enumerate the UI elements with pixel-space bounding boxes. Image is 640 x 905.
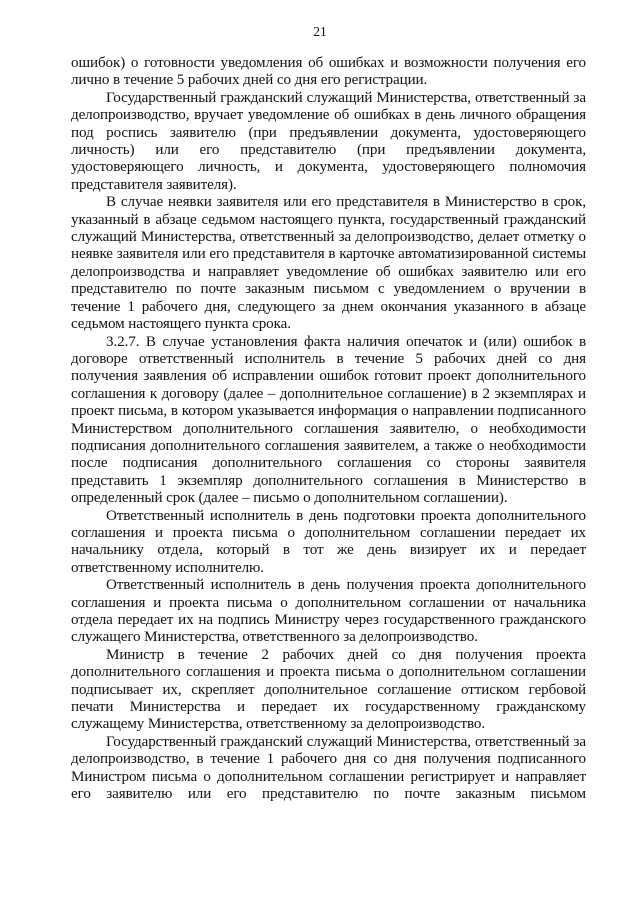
paragraph-no-show: В случае неявки заявителя или его представителя в Министерство в срок, указанный в абзаце седьмом настоящего пункта, государственный гражданский служащий Министерства, ответственный за делопроизводство, делает отметку о неявке заявителя или его представителя в карточке автоматизированной системы делопроизводства и направляет уведомление об ошибках заявителю или его представителю по почте заказным письмом с уведомлением о вручении в течение 1 рабочего дня, следующего за днем окончания указанного в абзаце седьмом настоящего пункта срока. [71, 194, 586, 333]
paragraph-handover-notice: Государственный гражданский служащий Министерства, ответственный за делопроизводство, вручает уведомление об ошибках в день личного обращения под роспись заявителю (при предъявлении документа, удостоверяющего личность) или его представителю (при предъявлении документа, удостоверяющего личность, и документа, удостоверяющего полномочия представителя заявителя). [71, 89, 586, 193]
paragraph-continuation: ошибок) о готовности уведомления об ошибках и возможности получения его лично в течение 5 рабочих дней со дня его регистрации. [71, 55, 586, 89]
paragraph-registration: Государственный гражданский служащий Министерства, ответственный за делопроизводство, в течение 1 рабочего дня со дня получения подписанного Министром письма о дополнительном соглашении регистрирует и направляет его заявителю или его представителю по почте заказным письмом [71, 733, 586, 803]
document-body [71, 55, 586, 803]
paragraph-3-2-7: 3.2.7. В случае установления факта наличия опечаток и (или) ошибок в договоре ответственный исполнитель в течение 5 рабочих дней со дня получения заявления об исправлении ошибок готовит проект дополнительного соглашения к договору (далее – дополнительное соглашение) в 2 экземплярах и проект письма, в котором указывается информация о направлении подписанного Министерством дополнительного соглашения заявителю, о необходимости подписания дополнительного соглашения заявителем, а также о необходимости после подписания дополнительного соглашения со стороны заявителя представить 1 экземпляр дополнительного соглашения в Министерство в определенный срок (далее – письмо о дополнительном соглашении). [71, 333, 586, 507]
paragraph-minister: Министр в течение 2 рабочих дней со дня получения проекта дополнительного соглашения и проекта письма о дополнительном соглашении подписывает их, скрепляет дополнительное соглашение оттиском гербовой печати Министерства и передает их государственному гражданскому служащему Министерства, ответственному за делопроизводство. [71, 646, 586, 733]
paragraph-responsible-sign: Ответственный исполнитель в день получения проекта дополнительного соглашения и проекта письма о дополнительном соглашении от начальника отдела передает их на подпись Министру через государственного гражданского служащего Министерства, ответственного за делопроизводство. [71, 577, 586, 646]
paragraph-responsible-prep: Ответственный исполнитель в день подготовки проекта дополнительного соглашения и проекта письма о дополнительном соглашении передает их начальнику отдела, который в тот же день визирует их и передает ответственному исполнителю. [71, 507, 586, 576]
page-number: 21 [313, 24, 327, 39]
